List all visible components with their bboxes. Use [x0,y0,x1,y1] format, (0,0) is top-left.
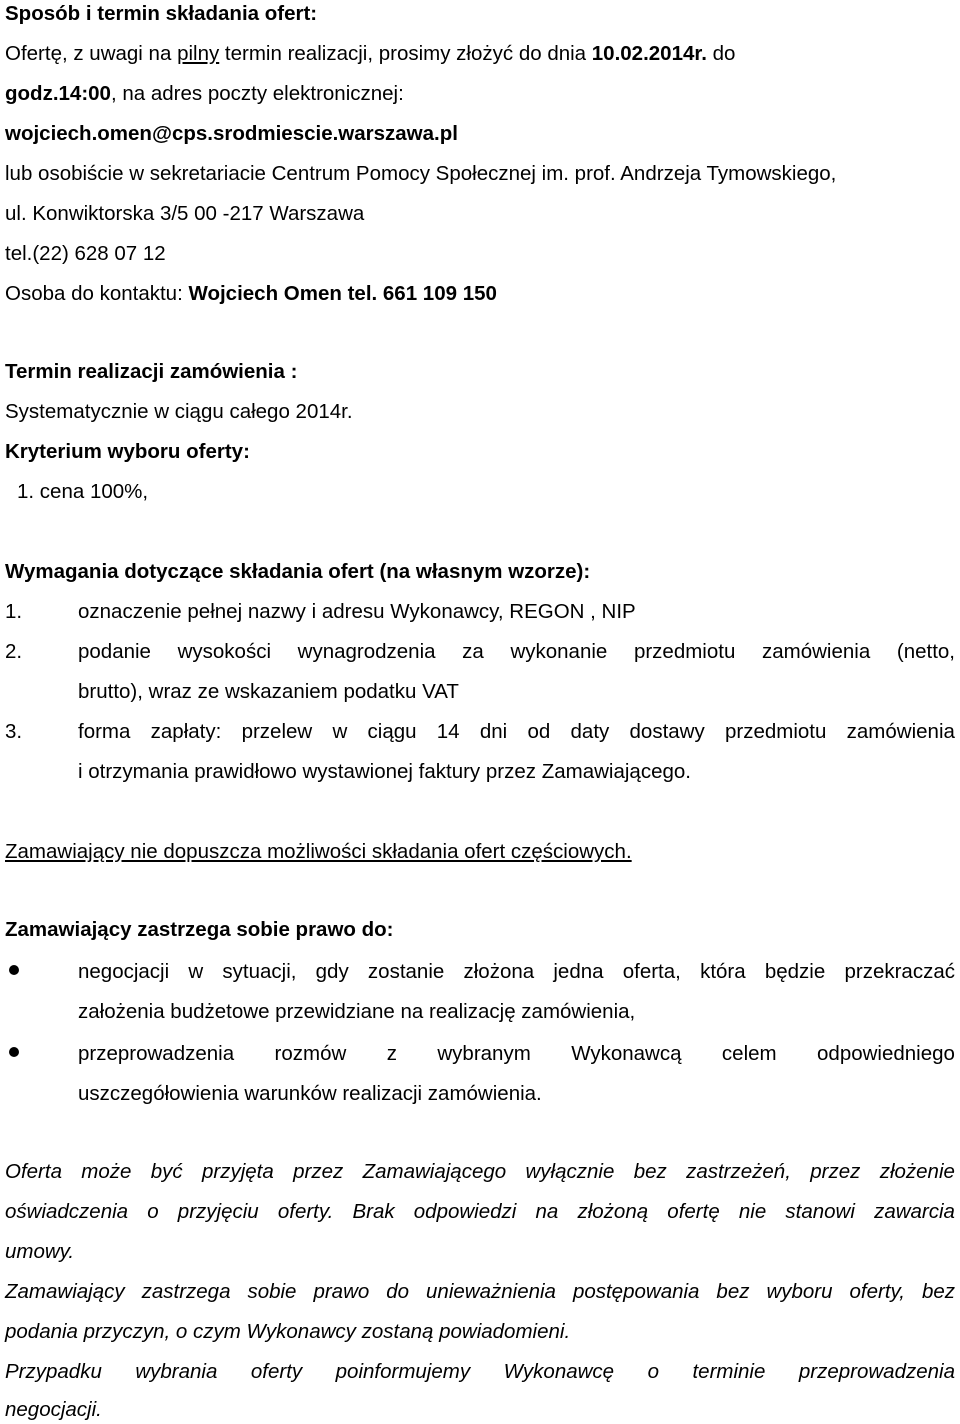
offer-deadline-line: Ofertę, z uwagi na pilny termin realizacji, prosimy złożyć do dnia 10.02.2014r. do [5,42,736,65]
criteria-item: 1. cena 100%, [17,480,149,503]
req-item-1-line-1: oznaczenie pełnej nazwy i adresu Wykonawcy, REGON , NIP [78,600,636,623]
negotiation-line-1: Przypadku wybrania oferty poinformujemy Wykonawcę o terminie przeprowadzenia [5,1360,955,1383]
bullet-icon [9,1047,19,1057]
contact-person-line: Osoba do kontaktu: Wojciech Omen tel. 661 109 150 [5,282,497,305]
req-number-1: 1. [5,600,23,623]
acceptance-line-2: oświadczenia o przyjęciu oferty. Brak odpowiedzi na złożoną ofertę nie stanowi zawarcia [5,1200,955,1223]
partial-offers-note: Zamawiający nie dopuszcza możliwości składania ofert częściowych. [5,840,632,863]
req-item-3-line-2: i otrzymania prawidłowo wystawionej faktury przez Zamawiającego. [78,760,691,783]
heading-submission: Sposób i termin składania ofert: [5,2,318,25]
heading-requirements: Wymagania dotyczące składania ofert (na własnym wzorze): [5,560,591,583]
acceptance-line-3: umowy. [5,1240,75,1263]
email-address-link[interactable]: wojciech.omen@cps.srodmiescie.warszawa.pl [5,122,458,145]
req-item-3-line-1: forma zapłaty: przelew w ciągu 14 dni od daty dostawy przedmiotu zamówienia [78,720,955,743]
req-item-2-line-1: podanie wysokości wynagrodzenia za wykonanie przedmiotu zamówienia (netto, [78,640,955,663]
annulment-line-1: Zamawiający zastrzega sobie prawo do unieważnienia postępowania bez wyboru oferty, bez [5,1280,955,1303]
office-address-line-1: lub osobiście w sekretariacie Centrum Pomocy Społecznej im. prof. Andrzeja Tymowskiego, [5,162,837,185]
heading-criteria: Kryterium wyboru oferty: [5,440,250,463]
req-item-2-line-2: brutto), wraz ze wskazaniem podatku VAT [78,680,459,703]
reservation-2-line-1: przeprowadzenia rozmów z wybranym Wykonawcą celem odpowiedniego [78,1042,955,1065]
bullet-icon [9,965,19,975]
req-number-3: 3. [5,720,23,743]
office-phone: tel.(22) 628 07 12 [5,242,166,265]
req-number-2: 2. [5,640,23,663]
acceptance-line-1: Oferta może być przyjęta przez Zamawiającego wyłącznie bez zastrzeżeń, przez złożenie [5,1160,955,1183]
reservation-2-line-2: uszczegółowienia warunków realizacji zamówienia. [78,1082,542,1105]
heading-reservations: Zamawiający zastrzega sobie prawo do: [5,918,394,941]
heading-realization-term: Termin realizacji zamówienia : [5,360,298,383]
annulment-line-2: podania przyczyn, o czym Wykonawcy zostaną powiadomieni. [5,1320,571,1343]
negotiation-line-2: negocjacji. [5,1398,102,1421]
reservation-1-line-1: negocjacji w sytuacji, gdy zostanie złożona jedna oferta, która będzie przekraczać [78,960,955,983]
office-address-line-2: ul. Konwiktorska 3/5 00 -217 Warszawa [5,202,365,225]
reservation-1-line-2: założenia budżetowe przewidziane na realizację zamówienia, [78,1000,636,1023]
realization-term-text: Systematycznie w ciągu całego 2014r. [5,400,353,423]
deadline-time-line: godz.14:00, na adres poczty elektronicznej: [5,82,404,105]
